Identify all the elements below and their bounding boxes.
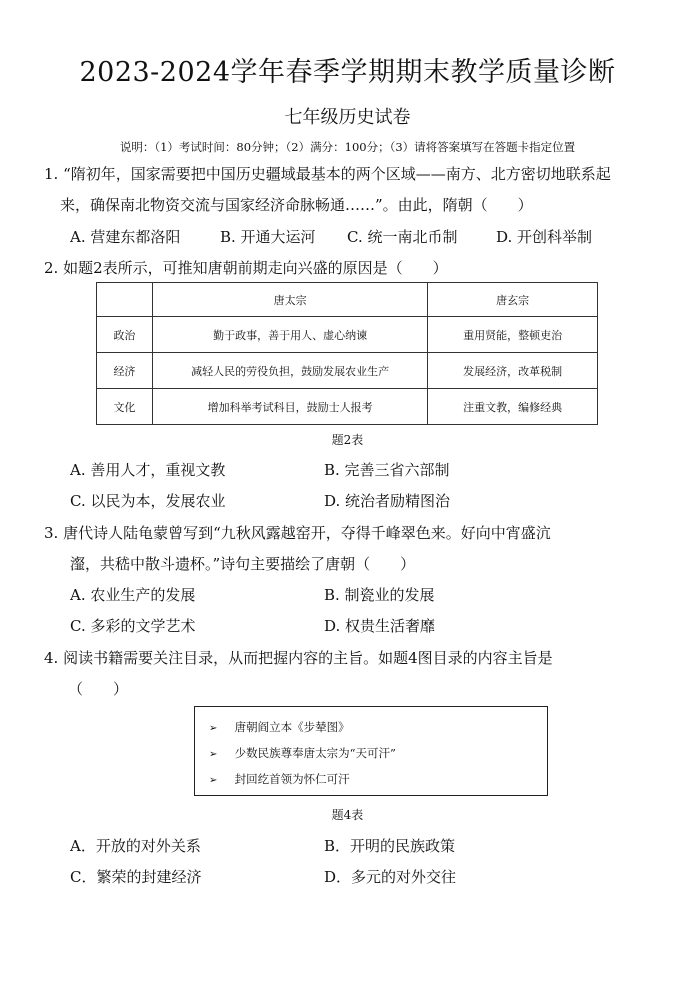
q2-option-a: A. 善用人才，重视文教: [70, 461, 226, 479]
arrow-bullet-icon: ➢: [209, 723, 218, 734]
q2-stem: 2. 如题2表所示，可推知唐朝前期走向兴盛的原因是（ ）: [44, 259, 448, 277]
q2-table-caption: 题2表: [331, 433, 364, 447]
q3-option-d: D. 权贵生活奢靡: [324, 617, 436, 635]
q2-cell: 勤于政事，善于用人、虚心纳谏: [152, 317, 427, 353]
q2-table-header-blank: [97, 283, 153, 317]
q4-contents-box: [194, 706, 548, 796]
exam-instructions: 说明：（1）考试时间：80分钟；（2）满分：100分；（3）请将答案填写在答题卡指定位置: [119, 140, 576, 154]
q2-cell: 增加科举考试科目，鼓励士人报考: [152, 389, 427, 425]
q2-table-header-xuanzong: 唐玄宗: [428, 283, 598, 317]
q2-cell: 发展经济，改革税制: [428, 353, 598, 389]
q3-stem-line1: 3. 唐代诗人陆龟蒙曾写到“九秋风露越窑开，夺得千峰翠色来。好向中宵盛沆: [44, 524, 551, 542]
q3-option-c: C. 多彩的文学艺术: [70, 617, 196, 635]
q4-contents-item: [209, 719, 350, 735]
q2-option-d: D. 统治者励精图治: [324, 492, 451, 510]
arrow-bullet-icon: ➢: [209, 749, 218, 760]
q4-option-b: B．开明的民族政策: [324, 837, 456, 855]
exam-title: 2023-2024学年春季学期期末教学质量诊断: [79, 57, 616, 88]
q2-row-label: 政治: [97, 317, 153, 353]
q1-option-c: C. 统一南北币制: [347, 228, 458, 246]
q1-stem-line2: 来，确保南北物资交流与国家经济命脉畅通……”。由此，隋朝（ ）: [60, 196, 533, 214]
q4-option-a: A．开放的对外关系: [70, 837, 201, 855]
arrow-bullet-icon: ➢: [209, 775, 218, 786]
q1-option-b: B. 开通大运河: [220, 228, 316, 246]
exam-subtitle: 七年级历史试卷: [284, 107, 411, 128]
q4-contents-item: [209, 745, 396, 761]
q4-stem-line2: （ ）: [68, 680, 129, 698]
q2-cell: 减轻人民的劳役负担，鼓励发展农业生产: [152, 353, 427, 389]
q3-option-a: A. 农业生产的发展: [70, 586, 196, 604]
q4-caption: 题4表: [331, 808, 364, 822]
q3-option-b: B. 制瓷业的发展: [324, 586, 435, 604]
q4-contents-text: 少数民族尊奉唐太宗为“天可汗”: [234, 746, 396, 760]
q4-contents-text: 唐朝阎立本《步辇图》: [234, 720, 350, 734]
q4-option-c: C．繁荣的封建经济: [70, 868, 202, 886]
q4-contents-item: [209, 771, 350, 787]
q2-option-b: B. 完善三省六部制: [324, 461, 450, 479]
q2-row-label: 经济: [97, 353, 153, 389]
q2-table-header-taizong: 唐太宗: [152, 283, 427, 317]
q2-table: [96, 282, 598, 425]
q2-option-c: C. 以民为本，发展农业: [70, 492, 226, 510]
q3-stem-line2: 瀣，共嵇中散斗遗杯。”诗句主要描绘了唐朝（ ）: [70, 555, 416, 573]
q2-row-label: 文化: [97, 389, 153, 425]
q2-cell: 重用贤能，整顿吏治: [428, 317, 598, 353]
q1-stem-line1: 1. “隋初年，国家需要把中国历史疆域最基本的两个区域——南方、北方密切地联系起: [44, 165, 611, 183]
q4-option-d: D．多元的对外交往: [324, 868, 457, 886]
q2-cell: 注重文教，编修经典: [428, 389, 598, 425]
q1-option-d: D. 开创科举制: [496, 228, 593, 246]
q4-stem-line1: 4. 阅读书籍需要关注目录，从而把握内容的主旨。如题4图目录的内容主旨是: [44, 649, 553, 667]
q1-option-a: A. 营建东都洛阳: [70, 228, 181, 246]
q4-contents-text: 封回纥首领为怀仁可汗: [234, 772, 350, 786]
